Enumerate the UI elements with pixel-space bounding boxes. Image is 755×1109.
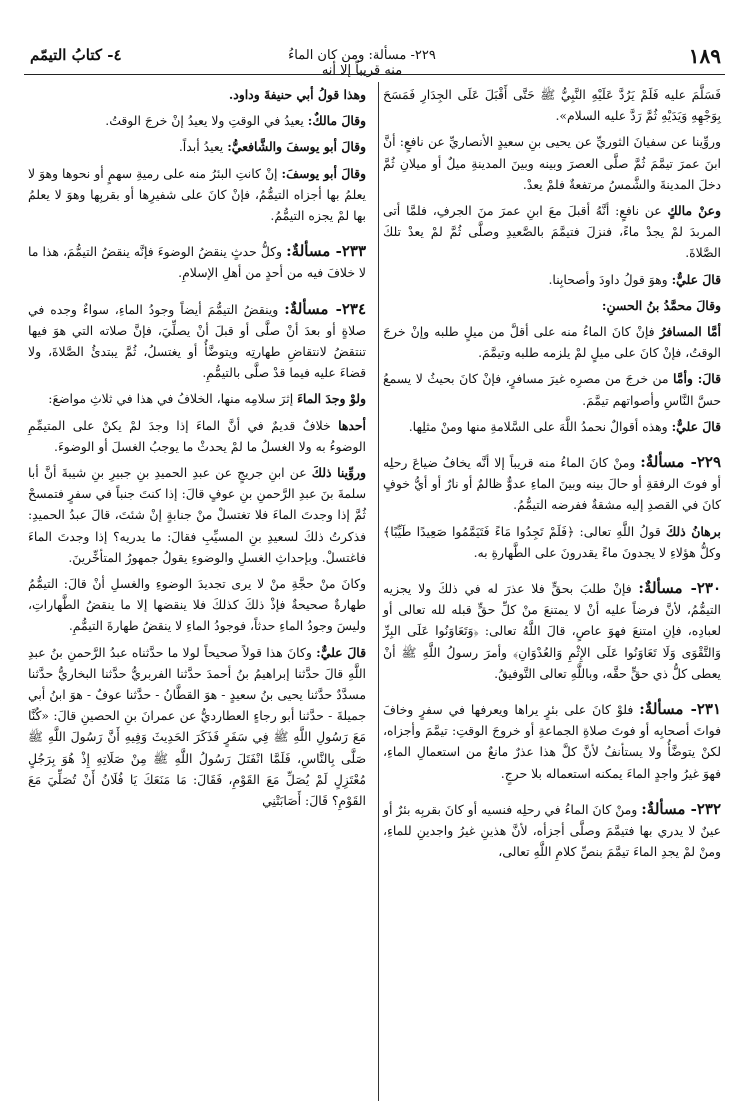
masala-234: ٢٣٤- مسألةٌ: وينقضُ التيمُّمَ أيضاً وجودُ الماءِ، سواءٌ وجده في صلاةٍ أو بعدَ أنْ صلَّى أو قبلَ أنْ يصلِّيَ، فإنَّ صلاته التي هوَ فيها تنتقضُ لانتقاضِ طهارتِه ويتوضَّأُ أو يغتسلُ، ثُمَّ يبتدئُ الصَّلاةَ، ولا قضاءَ عليه فيما قدْ صلَّى بالتيمُّمِ.	[28, 299, 366, 381]
paragraph: قالَ عليٌّ: وهوَ قولُ داودَ وأصحابِنا.	[548, 271, 721, 287]
masala-233: ٢٣٣- مسألةٌ: وكلُّ حدثٍ ينقضُ الوضوءَ فإنَّه ينقضُ التيمُّمَ، هذا ما لا خلافَ فيه من أحدٍ من أهلِ الإسلامِ.	[28, 242, 366, 281]
paragraph: ولوْ وجدَ الماءَ إثرَ سلامِه منها، الخلافُ في هذا في ثلاثِ مواضعَ:	[48, 391, 366, 407]
paragraph: وقالَ أبو يوسفَ والشَّافعيُّ: يعيدُ أبداً.	[178, 139, 366, 155]
paragraph: وروِّينا عن سفيانَ الثوريِّ عن يحيى بنِ سعيدٍ الأنصاريِّ عن نافعٍ: أنَّ ابنَ عمرَ تيمَّمَ ثُمَّ صلَّى العصرَ وبينه وبينَ المدينةِ ميلٌ أو ميلانِ ثُمَّ دخلَ المدينةَ والشَّمسُ مرتفعةٌ فلمْ يعدْ.	[383, 134, 721, 192]
paragraph: وعنْ مالكٍ عن نافعٍ: أنَّهُ أقبلَ معَ ابنِ عمرَ منَ الجرفِ، فلمَّا أتى المربدَ لمْ يجدْ ماءً، فنزلَ فتيمَّمَ بالصَّعيدِ وصلَّى ثُمَّ لمْ يعدْ تلكَ الصَّلاةَ.	[383, 203, 721, 261]
masala-231: ٢٣١- مسألةٌ: فلوْ كانَ على بئرٍ يراها ويعرفها في سفرٍ وخافَ فواتَ أصحابِه أو فوتَ صلاةِ الجماعةِ أو خروجَ الوقتِ: تيمَّمَ وأجزاه، لكنْ يتوضَّأُ ولا يستأنفُ لأنَّ كلَّ هذا عذرٌ مانعٌ من استعمالِ الماءِ، فهوَ غيرُ واجدٍ الماءَ يمكنه استعماله بلا حرجٍ.	[383, 700, 721, 781]
left-column	[28, 84, 366, 816]
paragraph: وروِّينا ذلكَ عن ابنِ جريجٍ عن عبدِ الحميدِ بنِ جبيرِ بنِ شيبةَ أنَّ أبا سلمةَ بنَ عبدِ الرَّحمنِ بنِ عوفٍ قالَ: إذا كنتَ جنباً في سفرٍ فتمسحْ ثُمَّ إذا وجدتَ الماءَ فلا تغتسلْ منْ جنابةٍ إنْ شئتَ، قالَ عبدُ الحميدِ: فذكرتُ ذلكَ لسعيدِ بنِ المسيِّبِ فقالَ: ما يدريه؟ إذا وجدتَ الماءَ فاغتسلْ. وبإحداثِ الغسلِ والوضوءِ يقولُ جمهورُ المتأخِّرينَ.	[28, 465, 367, 565]
masala-229: ٢٢٩- مسألةٌ: ومنْ كانَ الماءُ منه قريباً إلا أنَّه يخافُ ضياعَ رحلِه أو فوتَ الرفقةِ أو حالَ بينه وبينَ الماءِ عدوٌّ ظالمٌ أو نارٌ أو أيُّ خوفٍ كانَ في القصدِ إليه مشقةٌ ففرضه التيمُّمُ.	[383, 453, 721, 513]
book-title: ٤- كتابُ التيمّم	[30, 46, 122, 64]
paragraph: وقالَ مالكٌ: يعيدُ في الوقتِ ولا يعيدُ إنْ خرجَ الوقتُ.	[105, 113, 366, 129]
paragraph: قالَ عليٌّ: وهذه أقوالٌ نحمدُ اللَّهَ على السَّلامةِ منها ومنْ مثلِها.	[408, 418, 721, 434]
right-column	[383, 84, 721, 868]
paragraph: قالَ: وأمَّا من خرجَ من مصرِه غيرَ مسافرٍ، فإنْ كانَ بحيثُ لا يسمعُ حسَّ النَّاسِ وأصواتهم تيمَّمَ.	[383, 371, 721, 408]
column-divider	[378, 82, 379, 1101]
paragraph: وقالَ محمَّدُ بنُ الحسنِ:	[601, 297, 721, 313]
paragraph: قالَ عليٌّ: وكانَ هذا قولاً صحيحاً لولا ما حدَّثناه عبدُ الرَّحمنِ بنُ عبدِ اللَّهِ قالَ حدَّثنا إبراهيمُ بنُ أحمدَ حدَّثنا الفربريُّ حدَّثنا البخاريُّ حدَّثنا مسدَّدٌ حدَّثنا يحيى بنُ سعيدٍ - هوَ القطَّانُ - حدَّثنا عوفٌ - هوَ ابنُ أبي جميلةَ - حدَّثنا أبو رجاءٍ العطارديُّ عن عمرانَ بنِ الحصينِ قالَ: «كُنَّا مَعَ رَسُولِ اللَّهِ ﷺ فِي سَفَرٍ فَذَكَرَ الحَدِيثَ وَفِيهِ أَنَّ رَسُولَ اللَّهِ ﷺ صَلَّى بِالنَّاسِ، فَلَمَّا انْفَتَلَ رَسُولُ اللَّهِ ﷺ مِنْ صَلَاتِهِ إِذْ هُوَ بِرَجُلٍ مُعْتَزِلٍ لَمْ يُصَلِّ مَعَ القَوْمِ، فَقَالَ: مَا مَنَعَكَ يَا فُلَانُ أَنْ تُصَلِّيَ مَعَ القَوْمِ؟ قَالَ: أَصَابَتْنِي	[28, 644, 366, 809]
paragraph: أمَّا المسافرُ فإنْ كانَ الماءُ منه على أقلَّ من ميلٍ طلبه وإنْ خرجَ الوقتُ، فإنْ كانَ على ميلٍ لمْ يلزمه طلبه وتيمَّمَ.	[383, 324, 721, 361]
page-number: ١٨٩	[688, 44, 721, 68]
paragraph: فَسَلَّمَ عليه فَلَمْ يَرُدَّ عَلَيْهِ النَّبِيُّ ﷺ حَتَّى أَقْبَلَ عَلَى الجِدَارِ فَمَسَحَ بِوَجْهِهِ وَيَدَيْهِ ثُمَّ رَدَّ عليه السلام».	[383, 87, 721, 124]
paragraph: وقالَ أبو يوسفَ: إنْ كانتِ البئرُ منه على رميةِ سهمٍ أو نحوها وهوَ لا يعلمُ بها أجزاه التيمُّمُ، فإنْ كانَ على شفيرِها أو بقربِها وهوَ لا يعلمُ بها لمْ يجزه التيمُّمُ.	[28, 165, 366, 224]
masala-232: ٢٣٢- مسألةٌ: ومنْ كانَ الماءُ في رحلِه فنسيه أو كانَ بقربِه بئرٌ أو عينٌ لا يدري بها فتيمَّمَ وصلَّى أجزأه، لأنَّ هذينِ غيرُ واجدينِ للماءِ، ومنْ لمْ يجدِ الماءَ تيمَّمَ بنصِّ كلامِ اللَّهِ تعالى،	[383, 799, 721, 860]
masala-230: ٢٣٠- مسألةٌ: فإنْ طلبَ بحقٍّ فلا عذرَ له في ذلكَ ولا يجزيه التيمُّمُ، لأنَّ فرضاً عليه أنْ لا يمتنعَ منْ كلِّ حقٍّ قبله لله تعالى أو لعبادِه، فإنِ امتنعَ فهوَ عاصٍ، قالَ اللَّهُ تعالى: ﴿وَتَعَاوَنُوا عَلَى البِرِّ وَالتَّقْوَى وَلَا تَعَاوَنُوا عَلَى الإِثْمِ وَالعُدْوَانِ﴾ وأمرَ رسولُ اللَّهِ ﷺ أنْ يعطى كلُّ ذي حقٍّ حقَّه، وباللَّهِ تعالى التَّوفيقُ.	[383, 579, 721, 681]
page-header	[24, 44, 725, 78]
paragraph: وكانَ منْ حجَّةِ منْ لا يرى تجديدَ الوضوءِ والغسلِ أنْ قالَ: التيمُّمُ طهارةٌ صحيحةٌ فإذْ ذلكَ كذلكَ فلا ينقضها إلا ما ينقضُ الطَّهاراتِ، وليسَ وجودُ الماءِ حدثاً، فوجودُ الماءِ لا ينقضُ طهارةَ التيمُّمِ.	[28, 576, 366, 634]
running-title: ٢٢٩- مسألة: ومن كان الماءُ منه قريباً إلا أنه	[288, 48, 436, 78]
paragraph: وهذا قولُ أبي حنيفةَ وداود.	[228, 87, 366, 102]
paragraph: أحدها خلافٌ قديمٌ في أنَّ الماءَ إذا وجدَ لمْ يكنْ على المتيمِّمِ الوضوءُ به ولا الغسلُ ما لمْ يحدثْ ما يوجبُ الغسلَ أو الوضوءَ.	[28, 417, 366, 454]
paragraph: برهانُ ذلكَ قولُ اللَّهِ تعالى: ﴿فَلَمْ تَجِدُوا مَاءً فَتَيَمَّمُوا صَعِيدًا طَيِّبًا﴾ وكلُّ هؤلاءِ لا يجدونَ ماءً يقدرونَ على الطَّهارةِ به.	[383, 523, 721, 560]
